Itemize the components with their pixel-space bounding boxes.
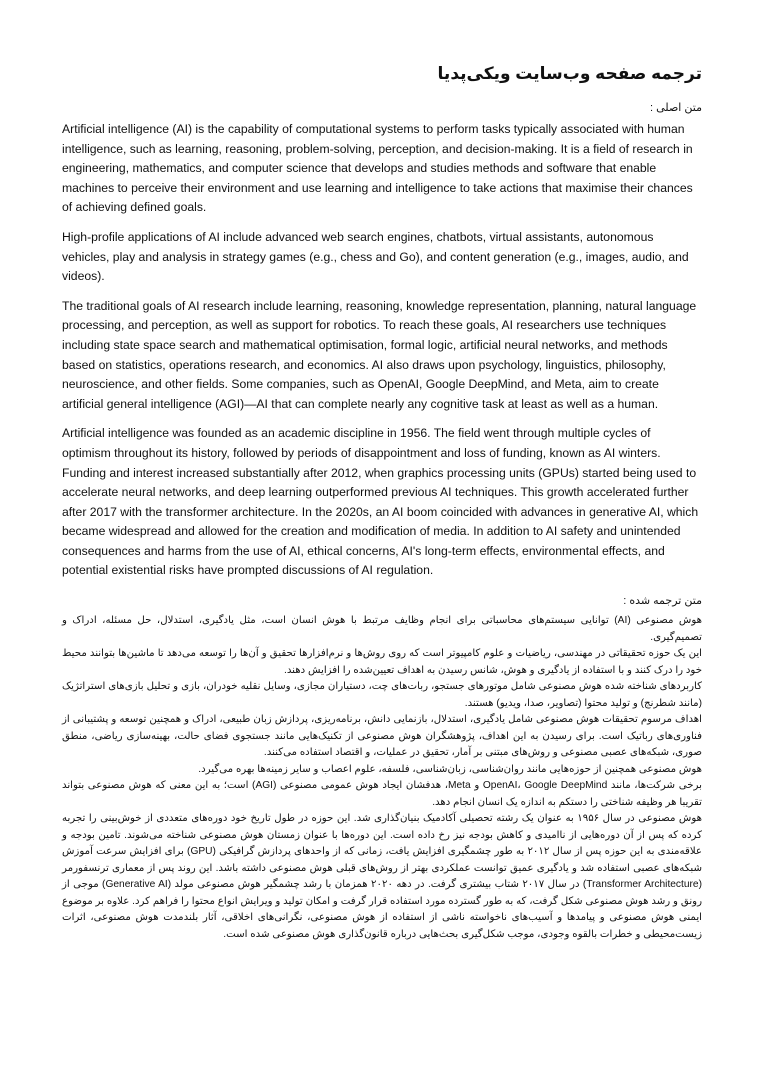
original-paragraph: High-profile applications of AI include advanced web search engines, chatbots, virtual assistants, autonomous vehicles, play and analysis in strategy games (e.g., chess and Go), and content generation (e.g., images, audio, and videos). — [62, 229, 689, 284]
original-paragraph: Artificial intelligence was founded as an academic discipline in 1956. The field went through multiple cycles of optimism throughout its history, followed by periods of disappointment and loss of funding, known as AI winters. Funding and interest increased substantially after 2012, when graphics processing units (GPUs) started being used to accelerate neural networks, and deep learning outperformed previous AI techniques. This growth accelerated further after 2017 with the transformer architecture. In the 2020s, an AI boom coincided with advances in generative AI, which became widespread and allowed for the creation and modification of media. In addition to AI safety and unintended consequences and harms from the use of AI, ethical concerns, AI's long-term effects, environmental effects, and potential existential risks have prompted discussions of AI regulation. — [62, 426, 699, 578]
translated-paragraph: برخی شرکت‌ها، مانند OpenAI، Google DeepMind و Meta، هدفشان ایجاد هوش عمومی مصنوعی (AGI) است؛ به این معنی که هوش مصنوعی بتواند تقریبا هر وظیفه شناختی را دستکم به اندازه یک انسان انجام دهد. — [62, 780, 702, 808]
original-paragraph: Artificial intelligence (AI) is the capability of computational systems to perform tasks typically associated with human intelligence, such as learning, reasoning, problem-solving, perception, and decision-making. It is a field of research in engineering, mathematics, and computer science that develops and studies methods and software that enable machines to perceive their environment and use learning and intelligence to take actions that maximise their chances of achieving defined goals. — [62, 122, 693, 215]
translated-paragraph: هوش مصنوعی همچنین از حوزه‌هایی مانند روان‌شناسی، زبان‌شناسی، فلسفه، علوم اعصاب و سایر زمینه‌ها بهره می‌گیرد. — [198, 763, 702, 775]
translated-paragraph: کاربردهای شناخته شده هوش مصنوعی شامل موتورهای جستجو، ربات‌های چت، دستیاران مجازی، وسایل نقلیه خودران، بازی و تحلیل بازی‌های استراتژیک (مانند شطرنج) و تولید محتوا (تصاویر، صدا، ویدیو) هستند. — [62, 681, 702, 709]
original-text-label: متن اصلی : — [650, 102, 702, 114]
translated-paragraph: هوش مصنوعی (AI) توانایی سیستم‌های محاسباتی برای انجام وظایف مرتبط با هوش انسان است، مثل یادگیری، استدلال، حل مسئله، ادراک و تصمیم‌گیری. — [62, 615, 702, 643]
translated-text-section — [62, 593, 702, 943]
original-text-section — [62, 100, 702, 581]
page-title: ترجمه صفحه وب‌سایت ویکی‌پدیا — [437, 64, 702, 83]
translated-paragraph: هوش مصنوعی در سال ۱۹۵۶ به عنوان یک رشته تحصیلی آکادمیک بنیان‌گذاری شد. این حوزه در طول تاریخ خود دوره‌های متعددی از خوش‌بینی را تجربه کرده که پس از آن دوره‌هایی از ناامیدی و کاهش بودجه نیز رخ داده است. این دوره‌ها با عنوان زمستان هوش مصنوعی شناخته می‌شوند. تامین بودجه و علاقه‌مندی به این حوزه پس از سال ۲۰۱۲ به طور چشمگیری افزایش یافت، زمانی که از واحدهای پردازش گرافیکی (GPU) برای افزایش سرعت آموزش شبکه‌های عصبی استفاده شد و یادگیری عمیق توانست عملکردی بهتر از روش‌های قبلی هوش مصنوعی داشته باشد. این روند پس از معماری ترنسفورمر (Transformer Architecture) در سال ۲۰۱۷ شتاب بیشتری گرفت. در دهه ۲۰۲۰ همزمان با رشد چشمگیر هوش مصنوعی مولد (Generative AI) موجی از رونق و رشد هوش مصنوعی شکل گرفت، که به طور گسترده مورد استفاده قرار گرفت و امکان تولید و ویرایش انواع محتوا را فراهم کرد. علاوه بر موضوع ایمنی هوش مصنوعی و پیامدها و آسیب‌های ناخواسته ناشی از استفاده از هوش مصنوعی، نگرانی‌های اخلاقی، آثار بلندمدت هوش مصنوعی، اثرات زیست‌محیطی و خطرات بالقوه وجودی، موجب شکل‌گیری بحث‌هایی درباره قانون‌گذاری هوش مصنوعی شده است. — [62, 813, 702, 940]
translated-paragraph: اهداف مرسوم تحقیقات هوش مصنوعی شامل یادگیری، استدلال، بازنمایی دانش، برنامه‌ریزی، پردازش زبان طبیعی، ادراک و همچنین توسعه و پشتیبانی از فناوری‌های رباتیک است. برای رسیدن به این اهداف، پژوهشگران هوش مصنوعی از تکنیک‌هایی مانند جستجوی فضای حالت، بهینه‌سازی ریاضی، منطق صوری، شبکه‌های عصبی مصنوعی و روش‌های مبتنی بر آمار، تحقیق در عملیات، و اقتصاد استفاده می‌کنند. — [62, 714, 702, 759]
original-paragraph: The traditional goals of AI research include learning, reasoning, knowledge representation, planning, natural language processing, and perception, as well as support for robotics. To reach these goals, AI researchers use techniques including state space search and mathematical optimisation, formal logic, artificial neural networks, and methods based on statistics, operations research, and economics. AI also draws upon psychology, linguistics, philosophy, neuroscience, and other fields. Some companies, such as OpenAI, Google DeepMind, and Meta, aim to create artificial general intelligence (AGI)—AI that can complete nearly any cognitive task at least as well as a human. — [62, 298, 697, 411]
translated-text-label: متن ترجمه شده : — [623, 595, 702, 608]
translated-paragraph: این یک حوزه تحقیقاتی در مهندسی، ریاضیات و علوم کامپیوتر است که روی روش‌ها و نرم‌افزارها تحقیق و آن‌ها را توسعه می‌دهد تا ماشین‌ها بتوانند محیط خود را درک کنند و با استفاده از یادگیری و هوش، شانس رسیدن به اهداف تعیین‌شده را افزایش دهند. — [62, 648, 702, 676]
